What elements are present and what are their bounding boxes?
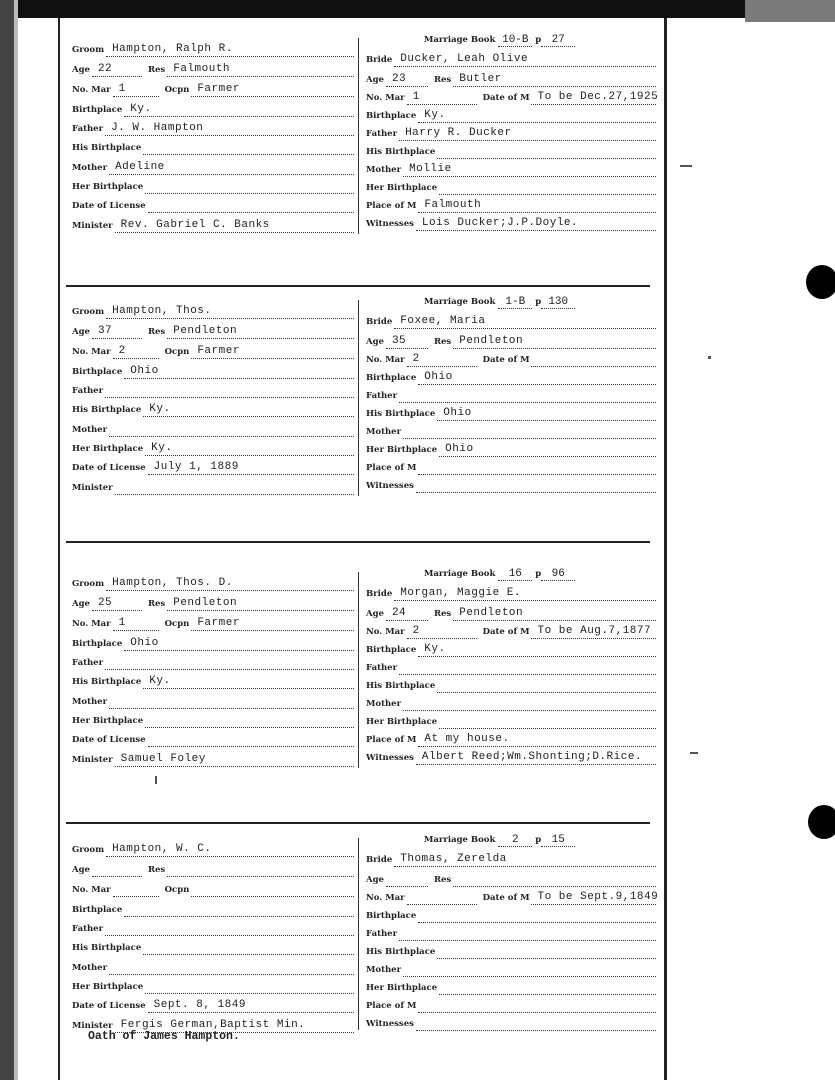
groom-his-birthplace-label: His Birthplace [72,405,142,415]
groom-her-birthplace-label: Her Birthplace [72,182,144,192]
bride-name-label: Bride [366,55,393,65]
bride-name-value: Thomas, Zerelda [400,853,507,865]
bride-res-label: Res [433,75,452,85]
groom-father-value: J. W. Hampton [111,122,204,134]
groom-no-mar-value: 1 [118,617,126,629]
groom-no-mar-label: No. Mar [72,885,111,895]
page-prefix: p [535,35,542,45]
bride-birthplace-value: Ky. [424,643,446,655]
bride-father-label: Father [366,663,398,673]
marriage-book-ref [424,834,575,847]
groom-ocpn-value: Farmer [197,345,240,357]
bride-his-birthplace-label: His Birthplace [366,147,436,157]
bride-his-birthplace-label: His Birthplace [366,681,436,691]
groom-minister-label: Minister [72,755,113,765]
bride-place-of-m-label: Place of M [366,1001,417,1011]
bride-date-of-m-label: Date of M [482,93,530,103]
bride-no-mar-value: 2 [412,625,420,637]
bride-no-mar-label: No. Mar [366,355,405,365]
groom-name-label: Groom [72,845,105,855]
record-separator [66,541,650,543]
groom-ocpn-label: Ocpn [164,347,190,357]
bride-father-label: Father [366,391,398,401]
bride-date-of-m-label: Date of M [482,355,530,365]
groom-his-birthplace-label: His Birthplace [72,143,142,153]
groom-birthplace-label: Birthplace [72,905,123,915]
bride-mother-label: Mother [366,427,402,437]
page-prefix: p [535,569,542,579]
bride-witnesses-label: Witnesses [366,753,414,763]
groom-name-label: Groom [72,45,105,55]
bride-witnesses-label: Witnesses [366,219,414,229]
groom-date-of-license-label: Date of License [72,735,146,745]
marriage-record-card [60,568,664,768]
bride-birthplace-value: Ohio [424,371,453,383]
groom-no-mar-label: No. Mar [72,619,111,629]
bride-father-value: Harry R. Ducker [405,127,512,139]
groom-no-mar-value: 1 [118,83,126,95]
bride-father-label: Father [366,929,398,939]
bride-res-label: Res [433,609,452,619]
bride-age-value: 35 [391,335,407,347]
groom-ocpn-label: Ocpn [164,85,190,95]
groom-name-value: Hampton, Thos. [112,305,212,317]
bride-name-value: Foxee, Maria [400,315,486,327]
marriage-book-number: 1-B [498,296,532,309]
groom-his-birthplace-label: His Birthplace [72,943,142,953]
record-separator [66,822,650,824]
bride-his-birthplace-value: Ohio [443,407,472,419]
scan-left-edge-inner [14,0,18,1080]
bride-name-value: Ducker, Leah Olive [400,53,529,65]
groom-no-mar-label: No. Mar [72,85,111,95]
bride-date-of-m-label: Date of M [482,893,530,903]
page-prefix: p [535,835,542,845]
marriage-book-number: 10-B [498,34,532,47]
bride-age-label: Age [366,75,384,85]
bride-place-of-m-value: At my house. [424,733,510,745]
bride-his-birthplace-label: His Birthplace [366,409,436,419]
bride-no-mar-label: No. Mar [366,893,405,903]
groom-age-label: Age [72,599,90,609]
groom-her-birthplace-label: Her Birthplace [72,716,144,726]
bride-mother-label: Mother [366,965,402,975]
bride-witnesses-label: Witnesses [366,481,414,491]
groom-date-of-license-label: Date of License [72,463,146,473]
groom-father-label: Father [72,124,104,134]
marriage-book-label: Marriage Book [424,569,496,579]
bride-date-of-m-label: Date of M [482,627,530,637]
groom-his-birthplace-label: His Birthplace [72,677,142,687]
groom-birthplace-label: Birthplace [72,367,123,377]
bride-no-mar-label: No. Mar [366,93,405,103]
column-divider [358,572,359,768]
bride-mother-label: Mother [366,699,402,709]
groom-father-label: Father [72,658,104,668]
groom-mother-label: Mother [72,963,108,973]
groom-minister-value: Fergis German,Baptist Min. [120,1019,306,1031]
groom-his-birthplace-value: Ky. [149,675,171,687]
groom-age-value: 37 [97,325,113,337]
bride-age-value: 23 [391,73,407,85]
page-frame-right [664,18,667,1080]
groom-minister-label: Minister [72,483,113,493]
bride-res-value: Pendleton [459,607,524,619]
groom-mother-label: Mother [72,697,108,707]
bride-no-mar-value: 1 [412,91,420,103]
marriage-book-page: 130 [541,296,575,309]
bride-birthplace-label: Birthplace [366,111,417,121]
groom-res-value: Pendleton [173,325,238,337]
groom-birthplace-label: Birthplace [72,639,123,649]
marriage-record-card [60,34,664,234]
column-divider [358,838,359,1030]
bride-her-birthplace-label: Her Birthplace [366,183,438,193]
groom-res-label: Res [147,599,166,609]
bride-res-label: Res [433,875,452,885]
groom-date-of-license-label: Date of License [72,201,146,211]
groom-name-label: Groom [72,579,105,589]
groom-birthplace-value: Ohio [130,637,159,649]
groom-her-birthplace-value: Ky. [151,442,173,454]
marriage-book-ref [424,34,575,47]
groom-name-label: Groom [72,307,105,317]
groom-birthplace-label: Birthplace [72,105,123,115]
groom-res-value: Falmouth [173,63,231,75]
column-divider [358,300,359,496]
marriage-book-ref [424,568,575,581]
bride-date-of-m-value: To be Aug.7,1877 [537,625,652,637]
bride-birthplace-value: Ky. [424,109,446,121]
bride-res-value: Pendleton [459,335,524,347]
bride-his-birthplace-label: His Birthplace [366,947,436,957]
groom-minister-value: Samuel Foley [120,753,206,765]
groom-age-label: Age [72,865,90,875]
scan-top-right-corner [745,0,835,22]
oath-note: Oath of James Hampton. [88,1030,240,1043]
bride-birthplace-label: Birthplace [366,911,417,921]
bride-name-label: Bride [366,855,393,865]
marriage-book-number: 2 [498,834,532,847]
groom-res-label: Res [147,865,166,875]
groom-ocpn-label: Ocpn [164,619,190,629]
groom-father-label: Father [72,924,104,934]
bride-her-birthplace-label: Her Birthplace [366,445,438,455]
bride-witnesses-value: Lois Ducker;J.P.Doyle. [421,217,579,229]
page-prefix: p [535,297,542,307]
groom-date-of-license-value: July 1, 1889 [153,461,239,473]
groom-minister-label: Minister [72,221,113,231]
groom-no-mar-label: No. Mar [72,347,111,357]
groom-ocpn-value: Farmer [197,83,240,95]
bride-res-value: Butler [459,73,502,85]
groom-ocpn-label: Ocpn [164,885,190,895]
groom-age-label: Age [72,327,90,337]
marriage-record-card [60,834,664,1030]
groom-mother-label: Mother [72,425,108,435]
groom-name-value: Hampton, W. C. [112,843,212,855]
bride-witnesses-label: Witnesses [366,1019,414,1029]
bride-witnesses-value: Albert Reed;Wm.Shonting;D.Rice. [421,751,643,763]
bride-father-label: Father [366,129,398,139]
bride-age-label: Age [366,875,384,885]
bride-her-birthplace-value: Ohio [445,443,474,455]
bride-place-of-m-label: Place of M [366,201,417,211]
scan-left-edge [0,0,14,1080]
marriage-book-label: Marriage Book [424,297,496,307]
bride-age-label: Age [366,609,384,619]
bride-no-mar-label: No. Mar [366,627,405,637]
marriage-book-label: Marriage Book [424,35,496,45]
marriage-book-page: 15 [541,834,575,847]
bride-name-value: Morgan, Maggie E. [400,587,521,599]
marriage-record-card [60,296,664,496]
bride-birthplace-label: Birthplace [366,373,417,383]
column-divider [358,38,359,234]
groom-her-birthplace-label: Her Birthplace [72,444,144,454]
bride-date-of-m-value: To be Sept.9,1849 [537,891,659,903]
groom-birthplace-value: Ohio [130,365,159,377]
groom-res-value: Pendleton [173,597,238,609]
bride-mother-label: Mother [366,165,402,175]
groom-no-mar-value: 2 [118,345,126,357]
bride-res-label: Res [433,337,452,347]
scan-top-edge [0,0,835,18]
bride-mother-value: Mollie [409,163,452,175]
groom-res-label: Res [147,327,166,337]
groom-his-birthplace-value: Ky. [149,403,171,415]
marriage-book-page: 96 [541,568,575,581]
bride-name-label: Bride [366,589,393,599]
groom-minister-label: Minister [72,1021,113,1031]
punch-hole-bottom [808,805,835,839]
groom-age-label: Age [72,65,90,75]
bride-age-value: 24 [391,607,407,619]
groom-date-of-license-label: Date of License [72,1001,146,1011]
groom-minister-value: Rev. Gabriel C. Banks [120,219,270,231]
bride-place-of-m-label: Place of M [366,735,417,745]
groom-name-value: Hampton, Thos. D. [112,577,233,589]
bride-place-of-m-label: Place of M [366,463,417,473]
groom-age-value: 25 [97,597,113,609]
bride-name-label: Bride [366,317,393,327]
groom-her-birthplace-label: Her Birthplace [72,982,144,992]
groom-name-value: Hampton, Ralph R. [112,43,233,55]
marriage-book-page: 27 [541,34,575,47]
bride-her-birthplace-label: Her Birthplace [366,717,438,727]
groom-ocpn-value: Farmer [197,617,240,629]
groom-age-value: 22 [97,63,113,75]
groom-mother-value: Adeline [115,161,165,173]
groom-res-label: Res [147,65,166,75]
bride-her-birthplace-label: Her Birthplace [366,983,438,993]
groom-birthplace-value: Ky. [130,103,152,115]
marriage-book-number: 16 [498,568,532,581]
marriage-book-label: Marriage Book [424,835,496,845]
punch-hole-top [806,265,835,299]
bride-age-label: Age [366,337,384,347]
groom-mother-label: Mother [72,163,108,173]
groom-father-label: Father [72,386,104,396]
bride-date-of-m-value: To be Dec.27,1925 [537,91,659,103]
marriage-book-ref [424,296,575,309]
bride-birthplace-label: Birthplace [366,645,417,655]
bride-no-mar-value: 2 [412,353,420,365]
groom-date-of-license-value: Sept. 8, 1849 [153,999,246,1011]
record-separator [66,285,650,287]
bride-place-of-m-value: Falmouth [424,199,482,211]
